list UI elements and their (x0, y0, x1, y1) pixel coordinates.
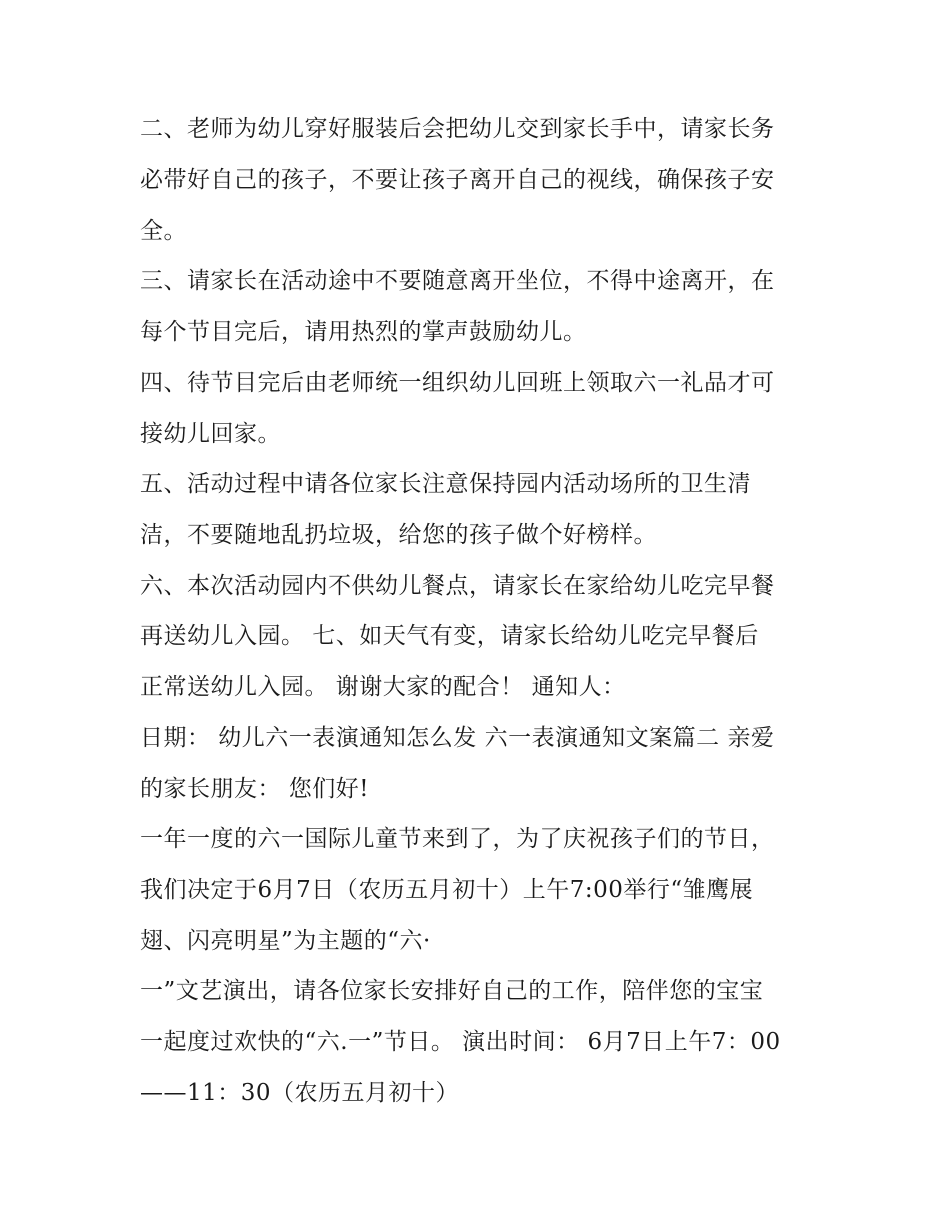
text-line: 日期： 幼儿六一表演通知怎么发 六一表演通知文案篇二 亲爱 (140, 725, 775, 751)
text-line: 的家长朋友： 您们好! (140, 776, 370, 802)
text-line: 五、活动过程中请各位家长注意保持园内活动场所的卫生清 (140, 471, 751, 497)
text-line: 三、请家长在活动途中不要随意离开坐位，不得中途离开，在 (140, 268, 775, 294)
text-line: 一年一度的六一国际儿童节来到了，为了庆祝孩子们的节日， (140, 826, 775, 852)
text-line: 再送幼儿入园。 七、如天气有变，请家长给幼儿吃完早餐后 (140, 623, 759, 649)
text-line: 每个节目完后，请用热烈的掌声鼓励幼儿。 (140, 319, 587, 345)
text-line: 必带好自己的孩子，不要让孩子离开自己的视线，确保孩子安 (140, 167, 775, 193)
text-line: 洁，不要随地乱扔垃圾，给您的孩子做个好榜样。 (140, 522, 657, 548)
text-line: 翅、闪亮明星”为主题的“六· (140, 928, 431, 954)
text-line: 一起度过欢快的“六.一”节日。 演出时间： 6月7日上午7：00 (140, 1029, 781, 1055)
text-line: 四、待节目完后由老师统一组织幼儿回班上领取六一礼品才可 (140, 370, 775, 396)
text-line: 一”文艺演出，请各位家长安排好自己的工作，陪伴您的宝宝 (140, 978, 764, 1004)
text-line: 二、老师为幼儿穿好服装后会把幼儿交到家长手中，请家长务 (140, 116, 775, 142)
text-line: 全。 (140, 218, 187, 244)
text-line: ——11：30（农历五月初十） (140, 1080, 460, 1106)
text-line: 六、本次活动园内不供幼儿餐点，请家长在家给幼儿吃完早餐 (140, 573, 775, 599)
text-line: 我们决定于6月7日（农历五月初十）上午7:00举行“雏鹰展 (140, 877, 754, 903)
text-line: 正常送幼儿入园。 谢谢大家的配合！ 通知人： (140, 674, 626, 700)
text-line: 接幼儿回家。 (140, 421, 281, 447)
